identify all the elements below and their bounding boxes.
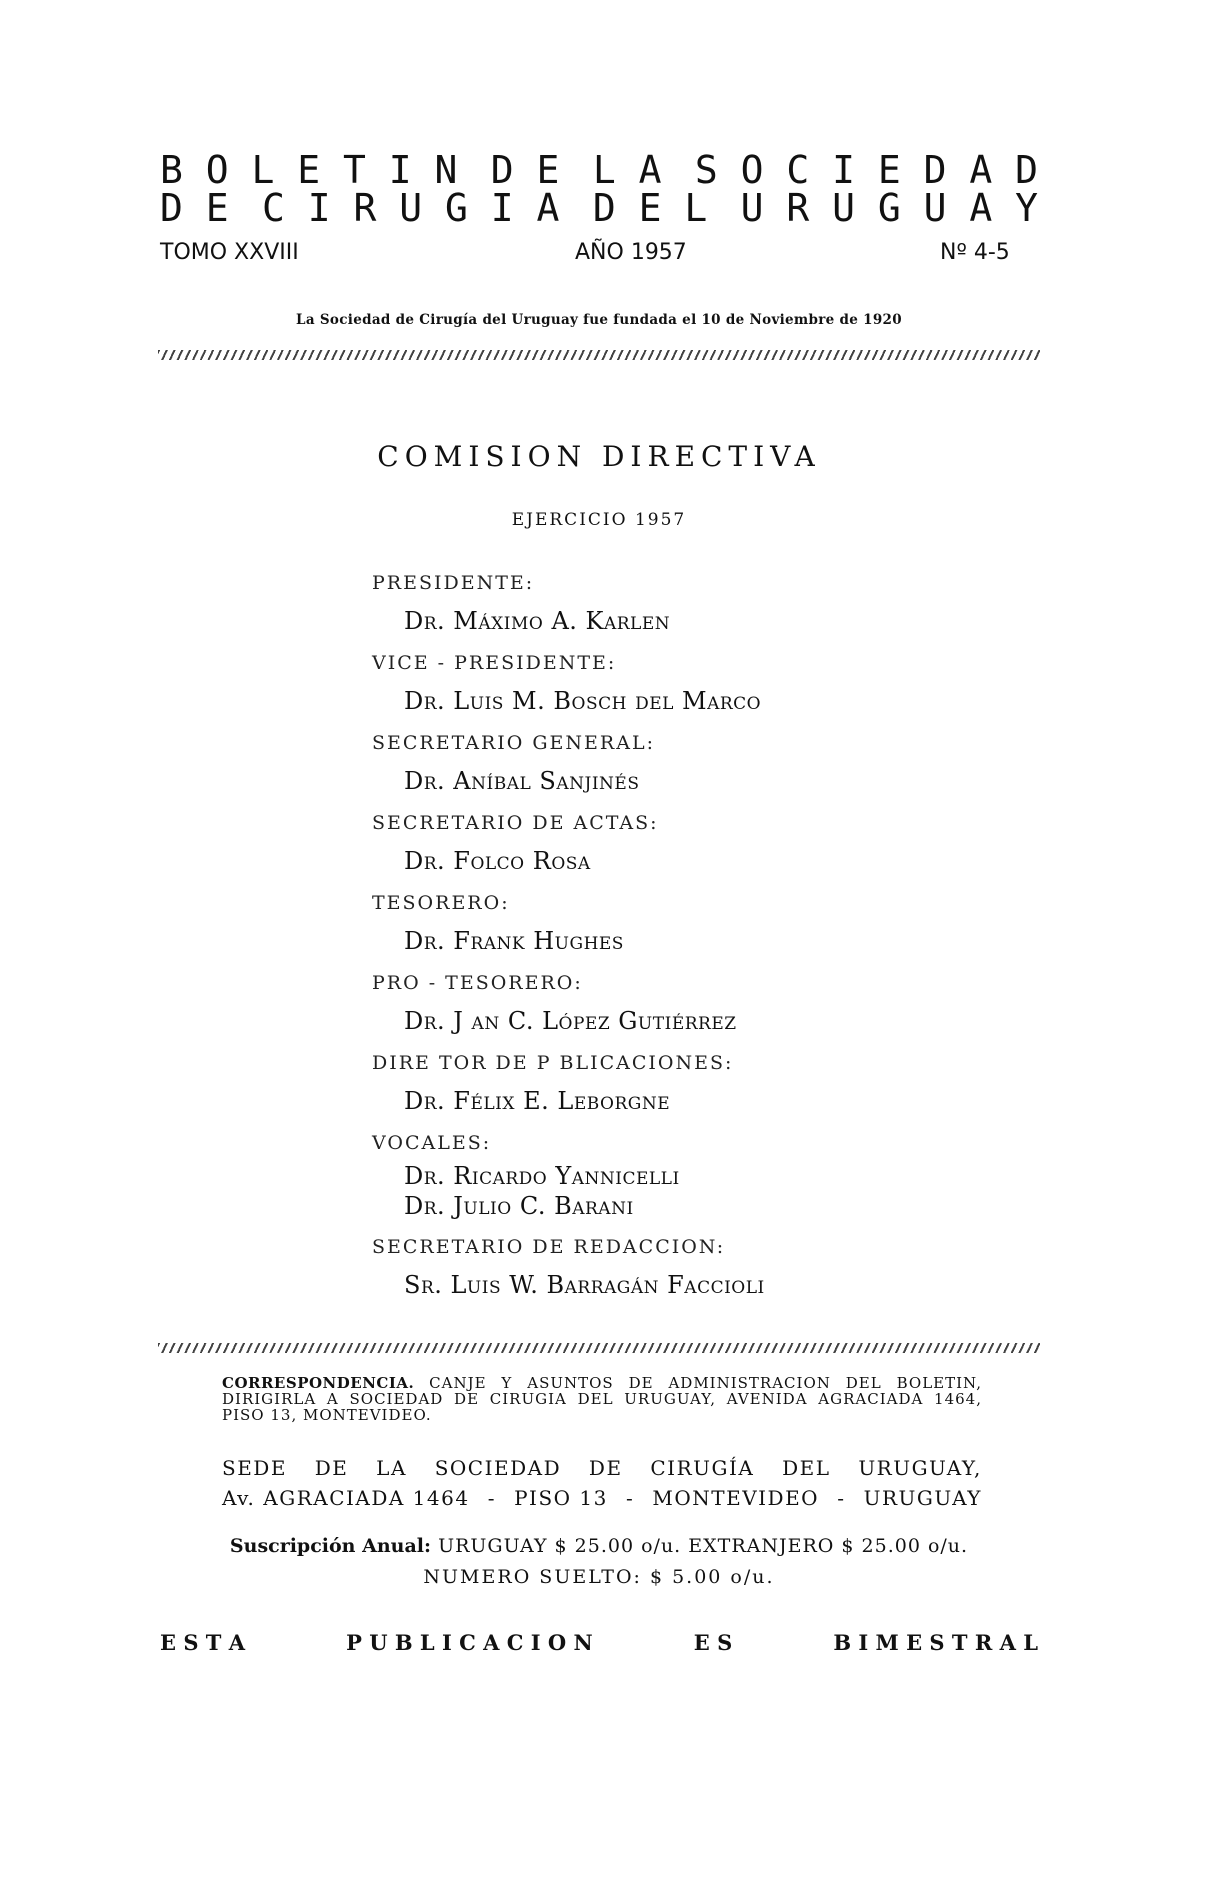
- sede-word: DEL: [782, 1456, 831, 1480]
- officer-name: Dr. Frank Hughes: [404, 927, 624, 955]
- officer-name: Dr. Félix E. Leborgne: [404, 1087, 671, 1115]
- section-heading: COMISION DIRECTIVA: [377, 440, 821, 473]
- sede-part: -: [487, 1486, 496, 1510]
- correspondence-note: [222, 1375, 982, 1423]
- volume-label: TOMO XXVIII: [160, 240, 299, 265]
- subscription-label: Suscripción Anual:: [229, 1535, 432, 1557]
- sede-part: MONTEVIDEO: [652, 1486, 820, 1510]
- divider-bottom: [158, 1343, 1040, 1353]
- sede-word: DE: [314, 1456, 349, 1480]
- divider-top: [158, 350, 1040, 360]
- footer-word: E S T A: [160, 1630, 246, 1655]
- officer-role: TESORERO:: [372, 892, 510, 914]
- officer-role: DIRE TOR DE P BLICACIONES:: [372, 1052, 734, 1074]
- footer-word: B I M E S T R A L: [833, 1630, 1038, 1655]
- officer-group: [372, 965, 1012, 1041]
- officer-group: [372, 645, 1012, 721]
- officer-role: PRO - TESORERO:: [372, 972, 583, 994]
- officer-name: Dr. Folco Rosa: [404, 847, 591, 875]
- officer-name: Dr. Julio C. Barani: [404, 1192, 634, 1220]
- section-subheading: EJERCICIO 1957: [511, 510, 687, 530]
- headquarters-line-1: [222, 1456, 982, 1480]
- sede-word: CIRUGÍA: [650, 1456, 755, 1480]
- sede-word: SEDE: [222, 1456, 287, 1480]
- officer-role: SECRETARIO DE REDACCION:: [372, 1236, 726, 1258]
- title-word: D E: [160, 186, 229, 230]
- officer-role: SECRETARIO GENERAL:: [372, 732, 655, 754]
- officer-name: Dr. Aníbal Sanjinés: [404, 767, 640, 795]
- title-word: B O L E T I N: [160, 148, 458, 192]
- officer-group: [372, 805, 1012, 881]
- footer-word: E S: [693, 1630, 733, 1655]
- title-word: U R U G U A Y: [740, 186, 1038, 230]
- title-word: D E: [490, 148, 560, 192]
- officer-group: [372, 1229, 1012, 1305]
- officer-name: Dr. Ricardo Yannicelli: [404, 1162, 680, 1190]
- title-word: C I R U G I A: [262, 186, 560, 230]
- officer-group: [372, 1125, 1012, 1225]
- sede-word: SOCIEDAD: [434, 1456, 562, 1480]
- sede-part: PISO 13: [514, 1486, 608, 1510]
- sede-word: URUGUAY,: [858, 1456, 982, 1480]
- officer-name: Sr. Luis W. Barragán Faccioli: [404, 1271, 765, 1299]
- officer-group: [372, 1045, 1012, 1121]
- title-word: S O C I E D A D: [694, 148, 1038, 192]
- officer-role: SECRETARIO DE ACTAS:: [372, 812, 659, 834]
- journal-title-line-2: [160, 186, 1038, 230]
- sede-part: URUGUAY: [863, 1486, 982, 1510]
- officers-list: [372, 565, 1012, 1309]
- publication-frequency: [160, 1630, 1038, 1655]
- officer-group: [372, 725, 1012, 801]
- correspondence-label: CORRESPONDENCIA.: [222, 1374, 415, 1392]
- sede-part: Av. AGRACIADA 1464: [222, 1486, 470, 1510]
- officer-name: Dr. Máximo A. Karlen: [404, 607, 671, 635]
- sede-part: -: [837, 1486, 846, 1510]
- headquarters-line-2: [222, 1486, 982, 1510]
- sede-word: LA: [376, 1456, 407, 1480]
- issue-number: Nº 4-5: [940, 240, 1010, 265]
- officer-role: PRESIDENTE:: [372, 572, 535, 594]
- subscription-line: [160, 1535, 1038, 1557]
- officer-name: Dr. J an C. López Gutiérrez: [404, 1007, 737, 1035]
- subscription-text: URUGUAY $ 25.00 o/u. EXTRANJERO $ 25.00 o/u.: [438, 1535, 969, 1557]
- single-issue-price: NUMERO SUELTO: $ 5.00 o/u.: [423, 1566, 775, 1588]
- officer-role: VOCALES:: [372, 1132, 492, 1154]
- sede-word: DE: [588, 1456, 623, 1480]
- correspondence-text: CANJE Y ASUNTOS DE ADMINISTRACION DEL BOLETIN, DIRIGIRLA A SOCIEDAD DE CIRUGIA DEL URUGUAY, AVENIDA AGRACIADA 1464, PISO 13, MONTEVIDEO.: [222, 1374, 982, 1424]
- footer-word: P U B L I C A C I O N: [346, 1630, 593, 1655]
- title-word: D E L: [592, 186, 708, 230]
- founding-note: La Sociedad de Cirugía del Uruguay fue fundada el 10 de Noviembre de 1920: [296, 312, 902, 328]
- officer-group: [372, 565, 1012, 641]
- year-label: AÑO 1957: [575, 240, 687, 265]
- sede-part: -: [625, 1486, 635, 1510]
- title-word: L A: [592, 148, 662, 192]
- officer-role: VICE - PRESIDENTE:: [372, 652, 617, 674]
- officer-group: [372, 885, 1012, 961]
- officer-name: Dr. Luis M. Bosch del Marco: [404, 687, 762, 715]
